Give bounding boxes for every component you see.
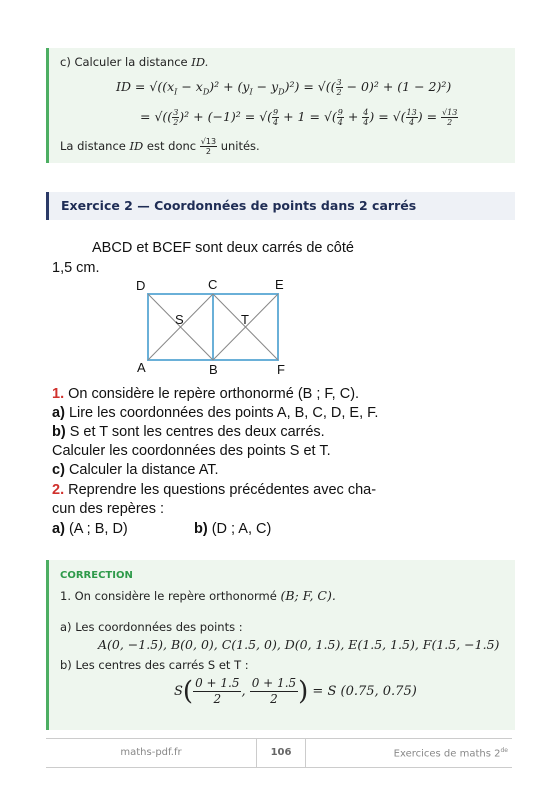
frac-num: √13 — [442, 108, 458, 117]
frac-num: 13 — [406, 108, 417, 117]
frac-den: 4 — [273, 118, 279, 127]
q1a-text: Lire les coordonnées des points A, B, C, D, E, F. — [68, 405, 379, 421]
correction-label: CORRECTION — [60, 570, 133, 581]
formula-part: = — [422, 109, 442, 124]
center-s-formula: S( $\frac{0 + 1.5}{2}$, $\frac{0 + 1.5}{2}) = S$ (0.75, 0.75) — [174, 676, 417, 707]
page-footer — [46, 738, 512, 768]
label-c: C — [208, 277, 218, 292]
q2a-label: a) — [52, 521, 65, 537]
frac-den: 2 — [173, 118, 179, 127]
formula-eq: = — [299, 79, 318, 94]
q2b-text: (D ; A, C) — [211, 521, 272, 537]
conclusion-text: unités. — [217, 139, 260, 153]
question-c-var: ID. — [191, 55, 209, 69]
exercise-header — [46, 192, 515, 220]
q1-number: 1. — [52, 386, 65, 402]
label-t: T — [241, 312, 249, 327]
correction-line3: b) Les centres des carrés S et T : — [60, 658, 249, 672]
intro-line2: 1,5 cm. — [52, 260, 100, 276]
q2a-text: (A ; B, D) — [68, 521, 128, 537]
formula-part: ( — [167, 109, 173, 124]
footer-title-text: Exercices de maths 2 — [393, 748, 501, 760]
q1c-label: c) — [52, 462, 65, 478]
formula-part: − y — [252, 79, 279, 94]
correction-line2: a) Les coordonnées des points : — [60, 620, 243, 634]
formula-part: = — [374, 109, 393, 124]
squares-figure — [120, 276, 300, 376]
frac-num: 4 — [363, 108, 369, 117]
q1-text: On considère le repère orthonormé (B ; F, C). — [68, 386, 360, 402]
frac-num: 3 — [173, 108, 179, 117]
exercise-title: Exercice 2 — Coordonnées de points dans 2 carrés — [61, 198, 417, 213]
sub-d: D — [278, 87, 285, 97]
frac-den: 4 — [337, 118, 343, 127]
label-s: S — [175, 312, 184, 327]
formula-part: − 0)² + (1 − 2)² — [342, 79, 447, 94]
s-result: = S (0.75, 0.75) — [308, 684, 417, 699]
frac-num: √13 — [200, 137, 217, 146]
conclusion-text: est donc — [143, 139, 200, 153]
label-a: A — [137, 360, 146, 375]
question-1b — [52, 424, 325, 440]
frac-den: 4 — [363, 118, 369, 127]
formula-part: + 1 = — [279, 109, 324, 124]
footer-page-number: 106 — [256, 739, 306, 767]
formula-part: ( — [330, 79, 336, 94]
correction-line1-math: (B; F, C). — [280, 588, 336, 603]
frac-den: 2 — [205, 147, 211, 156]
coordinates-list: A(0, −1.5), B(0, 0), C(1.5, 0), D(0, 1.5), E(1.5, 1.5), F(1.5, −1.5) — [98, 637, 500, 652]
frac-num: 9 — [273, 108, 279, 117]
distance-conclusion — [60, 137, 260, 156]
footer-title-sup: de — [500, 747, 508, 754]
intro-line1: ABCD et BCEF sont deux carrés de côté — [92, 240, 354, 256]
distance-formula-line2: = √(( $\frac{3}{2}$ )² + (−1)² = √( $\frac{9}{4}$ + 1 = √( $\frac{9}{4}$ + $\frac{4}{4}$ ) = √( $\frac{13}{4}$ ) = $\frac{√13}{2}$ — [140, 108, 458, 127]
q2-number: 2. — [52, 482, 65, 498]
footer-title — [394, 747, 508, 759]
s-label: S — [174, 684, 183, 699]
formula-part: )² — [284, 79, 295, 94]
frac-den: 2 — [213, 692, 222, 706]
frac-den: 2 — [270, 692, 278, 706]
frac-num: 0 + 1.5 — [251, 676, 297, 690]
question-2 — [52, 482, 376, 498]
question-2b — [194, 521, 271, 537]
label-d: D — [136, 278, 146, 293]
frac-den: 2 — [336, 88, 342, 97]
q2b-label: b) — [194, 521, 208, 537]
frac-den: 4 — [409, 118, 415, 127]
label-f: F — [277, 362, 285, 376]
formula-eq: = — [140, 109, 155, 124]
formula-part: − x — [177, 79, 203, 94]
q1c-text: Calculer la distance AT. — [68, 462, 219, 478]
formula-part: (x — [162, 79, 175, 94]
label-b: B — [209, 362, 218, 376]
correction-line1-text: 1. On considère le repère orthonormé — [60, 589, 281, 603]
formula-part: )² + (−1)² = — [179, 109, 260, 124]
conclusion-text: La distance — [60, 139, 130, 153]
frac-num: 3 — [336, 78, 342, 87]
q1a-label: a) — [52, 405, 65, 421]
frac-den: 2 — [447, 118, 453, 127]
question-1c — [52, 462, 219, 478]
footer-site: maths-pdf.fr — [120, 747, 182, 758]
frac-num: 9 — [337, 108, 343, 117]
label-e: E — [275, 277, 284, 292]
formula-part: )² + (y — [209, 79, 250, 94]
frac-num: 0 + 1.5 — [195, 676, 240, 690]
question-c — [60, 55, 208, 69]
correction-line1 — [60, 588, 336, 603]
sub-i: I — [174, 87, 178, 97]
formula-part: + — [343, 109, 363, 124]
question-2a — [52, 521, 128, 537]
question-1b-line2: Calculer les coordonnées des points S et T. — [52, 443, 331, 459]
question-1 — [52, 386, 359, 402]
sub-i: I — [249, 87, 253, 97]
question-2-line2: cun des repères : — [52, 501, 165, 517]
sub-d: D — [202, 87, 210, 97]
q1b-text: S et T sont les centres des deux carrés. — [69, 424, 325, 440]
question-1a — [52, 405, 378, 421]
q2-text: Reprendre les questions précédentes avec cha- — [68, 482, 377, 498]
q1b-label: b) — [52, 424, 66, 440]
formula-lhs: ID = — [116, 79, 150, 94]
question-c-text: c) Calculer la distance — [60, 55, 192, 69]
distance-formula-line1: ID = $√((x_I - x_D)^2 + (y_I - y_D)^2)$ = √(( $\frac{3}{2}$ − 0)² + (1 − 2)²) — [116, 78, 452, 97]
conclusion-var: ID — [129, 139, 144, 153]
